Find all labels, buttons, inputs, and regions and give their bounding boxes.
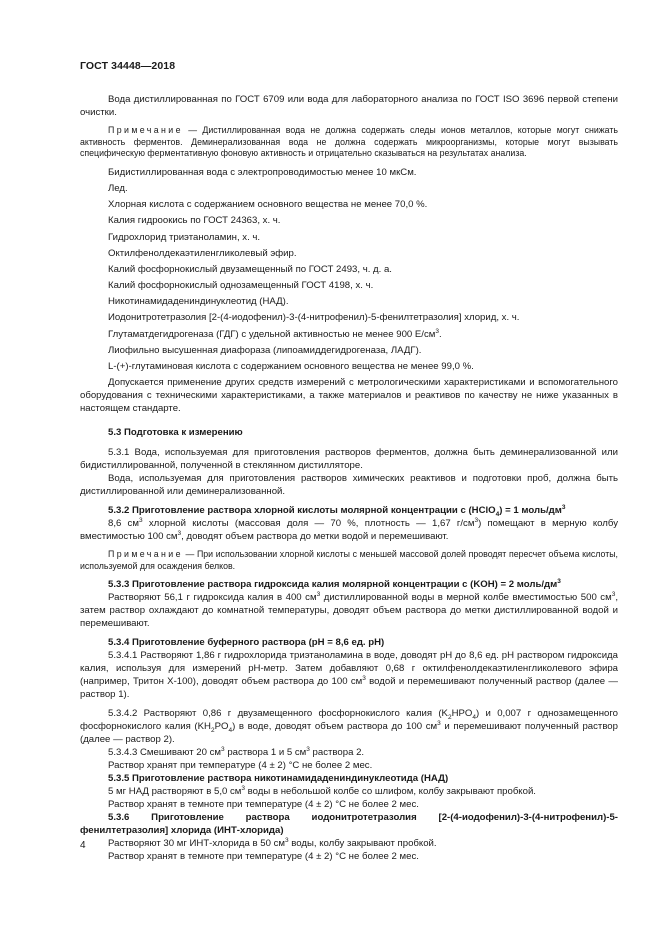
perchloric-note [80,549,618,572]
para-5-3-1-b: Вода, используемая для приготовления растворов химических реактивов и подготовки проб, должна быть дистиллированной или деминерализованной. [80,473,618,498]
reagent-item: Калия гидроокись по ГОСТ 24363, х. ч. [108,215,281,227]
note-text: — Дистиллированная вода не должна содержать следы ионов металлов, которые могут снижать активность ферментов. Деминерализованная вода не должна содержать микроорганизмы, которые могут вызывать специфическую ферментативную фоновую активность и отрицательно сказываться на результатах анализа. [80,125,618,159]
allowed-paragraph: Допускается применение других средств измерений с метрологическими характеристиками и вспомогательного оборудования с техническими характеристиками, а также материалов и реактивов по качеству не ниже указанных в настоящем стандарте. [80,377,618,415]
note-text: — При использовании хлорной кислоты с меньшей массовой долей проводят пересчет объема кислоты, используемой для осаждения белков. [80,549,618,571]
heading-5-3-4: 5.3.4 Приготовление буферного раствора (pH = 8,6 ед. pH) [108,637,385,649]
para-5-3-4-1: 5.3.4.1 Растворяют 1,86 г гидрохлорида триэтаноламина в воде, доводят pH до 8,6 ед. pH раствором гидроксида калия, используя для измерений pH-метр. Затем добавляют 0,68 г октилфенолдекаэтиленгликолевого эфира (например, Тритон Х-100), доводят объем раствора до 100 $см^3$ водой и перемешивают полученный раствор (далее — раствор 1). [80,650,619,701]
reagent-item: Никотинамидадениндинуклеотид (НАД). [108,296,289,308]
page-content [80,93,618,863]
reagent-item: Хлорная кислота с содержанием основного вещества не менее 70,0 %. [108,199,428,211]
heading-5-3-2: 5.3.2 Приготовление раствора хлорной кислоты молярной концентрации c (HClO$_4$) = 1 моль/$дм^3$ [108,504,566,519]
para-5-3-4-2: 5.3.4.2 Растворяют 0,86 г двузамещенного фосфорнокислого калия $(K_2HPO_4)$ и 0,007 г однозамещенного фосфорнокислого калия $(KH_2PO_4)$ в воде, доводят объем раствора до 100 $см^3$ и перемешивают полученный раствор (далее — раствор 2). [80,708,618,746]
heading-5-3-5: 5.3.5 Приготовление раствора никотинамидадениндинуклеотида (НАД) [108,773,449,785]
note-label: Примечание [108,125,183,135]
storage-5-3-6: Раствор хранят в темноте при температуре (4 ± 2) °С не более 2 мес. [108,851,419,863]
heading-5-3-6: 5.3.6 Приготовление раствора иодонитротетразолия [2-(4-иодофенил)-3-(4-нитрофенил)-5-фенилтетразолия] хлорида (ИНТ-хлорида) [80,812,618,837]
storage-5-3-4: Раствор хранят при температуре (4 ± 2) °С не более 2 мес. [108,760,373,772]
reagent-item: Лиофильно высушенная диафораза (липоамиддегидрогеназа, ЛАДГ). [108,344,422,356]
reagent-item: L-(+)-глутаминовая кислота с содержанием основного вещества не менее 99,0 %. [108,361,474,373]
water-note [80,125,618,160]
para-5-3-4-3: 5.3.4.3 Смешивают 20 $см^3$ раствора 1 и 5 $см^3$ раствора 2. [108,746,365,759]
reagent-item: Октилфенолдекаэтиленгликолевый эфир. [108,247,297,259]
heading-5-3-3: 5.3.3 Приготовление раствора гидроксида калия молярной концентрации c (KOH) = 2 моль/$дм^3$ [108,578,561,591]
para-5-3-2: 8,6 $см^3$ хлорной кислоты (массовая доля — 70 %, плотность — 1,67 $г/см^3$) помещают в мерную колбу вместимостью 100 $см^3$, доводят объем раствора до метки водой и перемешивают. [80,517,618,543]
para-5-3-3: Растворяют 56,1 г гидроксида калия в 400 $см^3$ дистиллированной воды в мерной колбе вместимостью 500 $см^3$, затем раствор охлаждают до комнатной температуры, доводят объем раствора до метки дистиллированной водой и перемешивают. [80,591,618,630]
document-header: ГОСТ 34448—2018 [80,60,176,72]
reagent-item: Гидрохлорид триэтаноламин, х. ч. [108,231,261,243]
reagents-list [80,166,618,373]
page-number: 4 [80,840,86,851]
section-5-3-title: 5.3 Подготовка к измерению [108,427,243,439]
reagent-item: Иодонитротетразолия [2-(4-иодофенил)-3-(4-нитрофенил)-5-фенилтетразолия] хлорид, х. ч. [108,312,520,324]
reagent-item: Глутаматдегидрогеназа (ГДГ) с удельной активностью не менее 900 $Е/см^3$. [108,327,442,340]
reagent-item: Лед. [108,182,128,194]
para-5-3-6: Растворяют 30 мг ИНТ-хлорида в 50 $см^3$ воды, колбу закрывают пробкой. [108,837,437,850]
reagent-item: Калий фосфорнокислый двузамещенный по ГОСТ 2493, ч. д. а. [108,263,392,275]
reagent-item: Бидистиллированная вода с электропроводимостью менее 10 мкСм. [108,166,417,178]
para-5-3-5: 5 мг НАД растворяют в 5,0 $см^3$ воды в небольшой колбе со шлифом, колбу закрывают пробкой. [108,785,536,798]
water-paragraph: Вода дистиллированная по ГОСТ 6709 или вода для лабораторного анализа по ГОСТ ISO 3696 первой степени очистки. [80,94,618,118]
para-5-3-1: 5.3.1 Вода, используемая для приготовления растворов ферментов, должна быть деминерализованной или бидистиллированной, полученной в стеклянном дистилляторе. [80,447,618,472]
storage-5-3-5: Раствор хранят в темноте при температуре (4 ± 2) °С не более 2 мес. [108,799,419,811]
reagent-item: Калий фосфорнокислый однозамещенный ГОСТ 4198, х. ч. [108,280,374,292]
note-label: Примечание [108,549,183,560]
